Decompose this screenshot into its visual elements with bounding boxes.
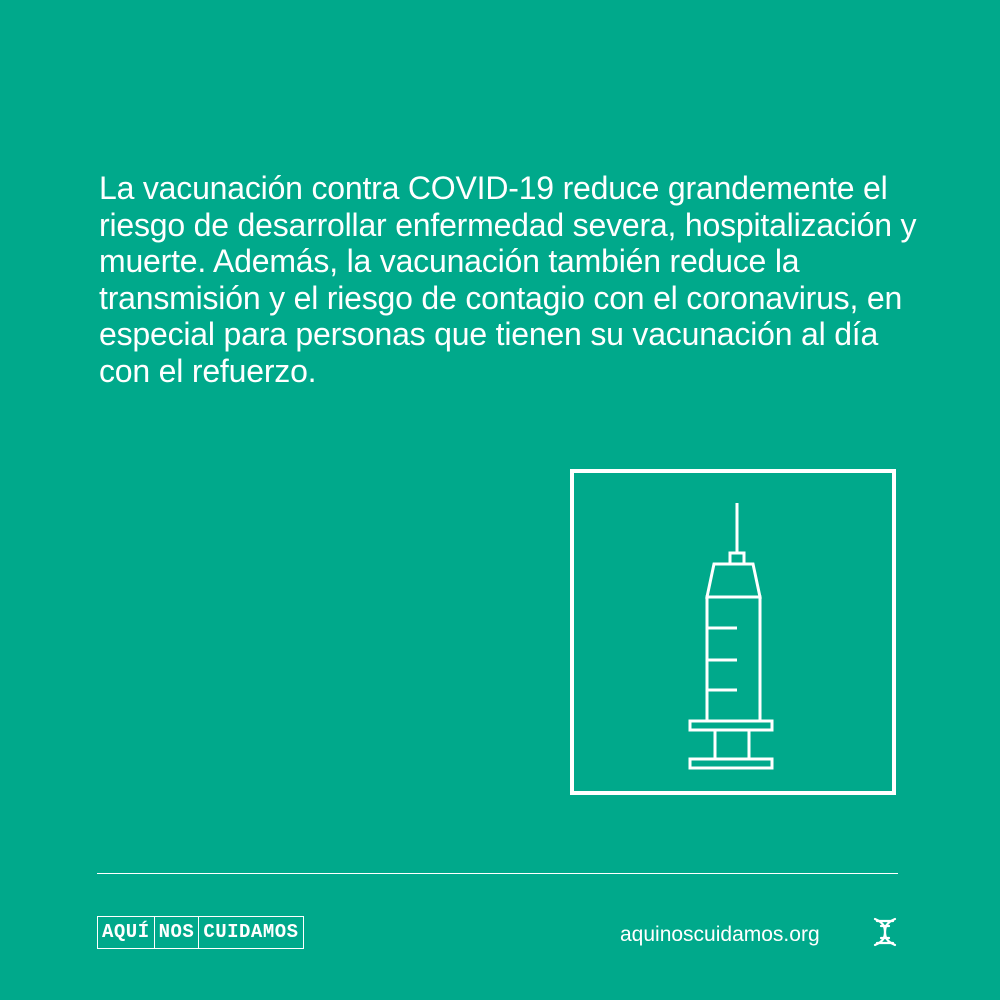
- vaccination-message: La vacunación contra COVID-19 reduce grandemente el riesgo de desarrollar enfermedad severa, hospitalización y muerte. Además, la vacunación también reduce la transmisión y el riesgo de contagio con el coronavirus, en especial para personas que tienen su vacunación al día con el refuerzo.: [99, 170, 917, 389]
- logo-word-nos: NOS: [154, 917, 199, 948]
- aqui-nos-cuidamos-logo: [97, 916, 304, 949]
- logo-word-cuidamos: CUIDAMOS: [198, 917, 302, 948]
- website-url: aquinoscuidamos.org: [620, 923, 820, 946]
- footer-divider: [97, 873, 898, 874]
- illustration-frame: [570, 469, 896, 795]
- syringe-icon: [574, 473, 892, 791]
- logo-word-aqui: AQUÍ: [102, 921, 150, 943]
- dna-helix-icon: [870, 917, 900, 947]
